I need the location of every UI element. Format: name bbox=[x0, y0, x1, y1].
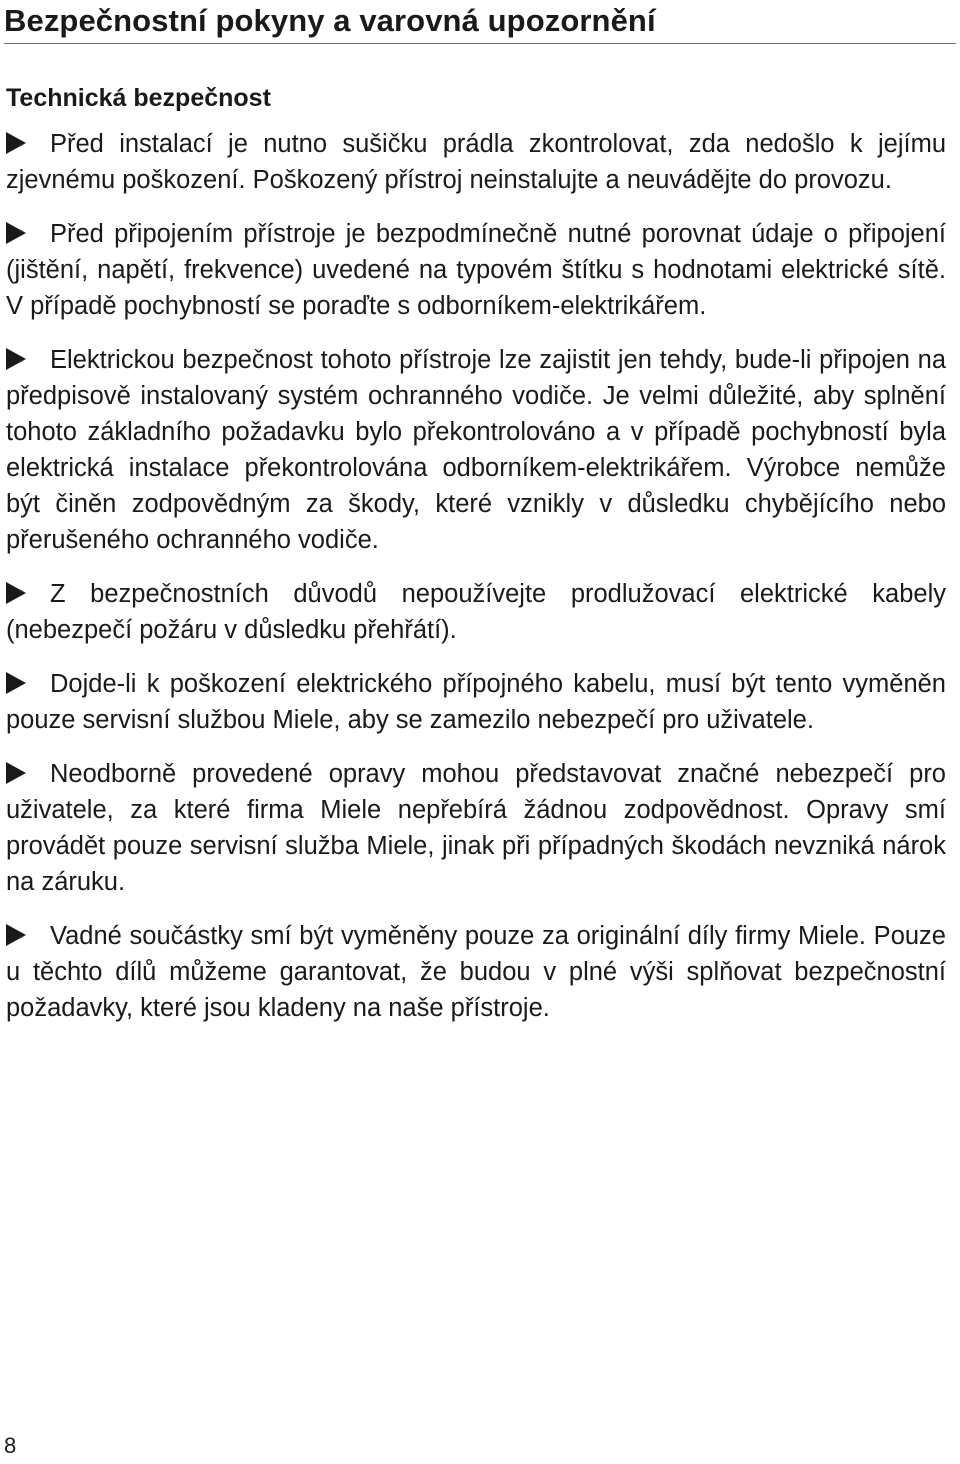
safety-instruction-text: Elektrickou bezpečnost tohoto přístroje lze zajistit jen tehdy, bude-li připojen na předpisově instalovaný systém ochranného vodiče. Je velmi důležité, aby splnění tohoto základního požadavku bylo překontrolováno a v případě pochybností byla elektrická instalace překontrolována odborníkem-elektrikářem. Výrobce nemůže být činěn zodpovědným za škody, které vznikly v důsledku chybějícího nebo přerušeného ochranného vodiče. bbox=[6, 346, 946, 554]
safety-instruction bbox=[6, 576, 946, 648]
safety-instruction-list bbox=[6, 126, 946, 1044]
title-divider bbox=[4, 43, 956, 44]
triangle-right-icon bbox=[6, 222, 26, 244]
safety-instruction-text: Neodborně provedené opravy mohou představovat značné nebezpečí pro uživatele, za které firma Miele nepřebírá žádnou zodpovědnost. Opravy smí provádět pouze servisní služba Miele, jinak při případných škodách nevzniká nárok na záruku. bbox=[6, 760, 946, 896]
safety-instruction-text: Vadné součástky smí být vyměněny pouze za originální díly firmy Miele. Pouze u těchto dílů můžeme garantovat, že budou v plné výši splňovat bezpečnostní požadavky, které jsou kladeny na naše přístroje. bbox=[6, 922, 946, 1022]
page-number: 8 bbox=[4, 1433, 17, 1458]
triangle-right-icon bbox=[6, 132, 26, 154]
triangle-right-icon bbox=[6, 924, 26, 946]
safety-instruction bbox=[6, 216, 946, 324]
section-heading: Technická bezpečnost bbox=[6, 84, 271, 112]
page-title: Bezpečnostní pokyny a varovná upozornění bbox=[4, 3, 656, 38]
safety-instruction bbox=[6, 126, 946, 198]
safety-instruction bbox=[6, 918, 946, 1026]
safety-instruction-text: Před instalací je nutno sušičku prádla zkontrolovat, zda nedošlo k jejímu zjevnému poškození. Poškozený přístroj neinstalujte a neuvádějte do provozu. bbox=[6, 130, 946, 194]
safety-instruction-text: Před připojením přístroje je bezpodmínečně nutné porovnat údaje o připojení (jištění, napětí, frekvence) uvedené na typovém štítku s hodnotami elektrické sítě. V případě pochybností se poraďte s odborníkem-elektrikářem. bbox=[6, 220, 946, 320]
safety-instruction-text: Z bezpečnostních důvodů nepoužívejte prodlužovací elektrické kabely (nebezpečí požáru v důsledku přehřátí). bbox=[6, 580, 946, 644]
safety-instruction-text: Dojde-li k poškození elektrického přípojného kabelu, musí být tento vyměněn pouze servisní službou Miele, aby se zamezilo nebezpečí pro uživatele. bbox=[6, 670, 946, 734]
triangle-right-icon bbox=[6, 348, 26, 370]
safety-instruction bbox=[6, 756, 946, 900]
safety-instruction bbox=[6, 666, 946, 738]
safety-instruction bbox=[6, 342, 946, 558]
triangle-right-icon bbox=[6, 762, 26, 784]
triangle-right-icon bbox=[6, 582, 26, 604]
triangle-right-icon bbox=[6, 672, 26, 694]
